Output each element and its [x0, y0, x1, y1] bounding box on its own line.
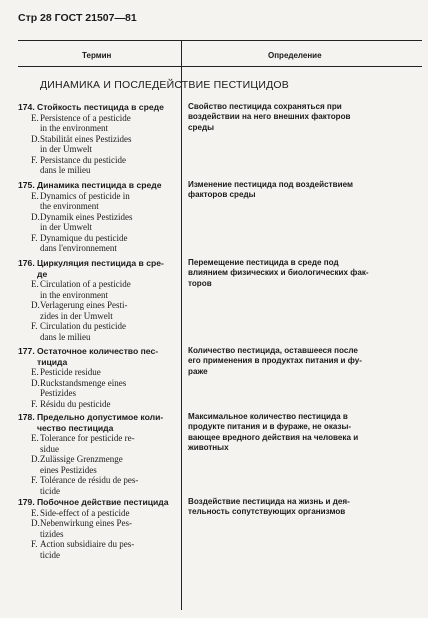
term-entry [18, 258, 176, 342]
table-top-rule [18, 40, 422, 41]
translation-line [18, 321, 176, 332]
language-code: E. [31, 367, 39, 377]
translation-line [18, 454, 176, 465]
term-entry [18, 346, 176, 409]
translation-line [18, 300, 176, 311]
translation-text: Zulässige Grenzmenge [40, 454, 123, 464]
translation-text: the environment [40, 201, 99, 211]
translation-text: Ruckstandsmenge eines [40, 377, 127, 388]
definition-line: Свойство пестицида сохраняться при [188, 102, 342, 111]
translation-line [18, 529, 176, 540]
translation-text: Tolerance for pesticide re- [40, 433, 135, 443]
translation-text: Circulation du pesticide [40, 321, 126, 331]
translation-text: Dynamique du pesticide [40, 232, 128, 243]
section-title: ДИНАМИКА И ПОСЛЕДЕЙСТВИЕ ПЕСТИЦИДОВ [40, 79, 290, 91]
term-line [18, 497, 176, 508]
language-code: E. [31, 433, 39, 443]
term-line [18, 412, 176, 423]
term-line [18, 180, 176, 191]
term-entry [18, 180, 176, 254]
language-code: F. [31, 154, 38, 165]
translation-line [18, 222, 176, 233]
definition-line: торов [188, 278, 212, 288]
translation-text: Persistence of a pesticide [40, 112, 131, 123]
translation-line [18, 332, 176, 343]
column-divider [181, 40, 182, 610]
translation-text: Tolérance de résidu de pes- [40, 475, 139, 485]
translation-line [18, 233, 176, 244]
definition-line: Изменение пестицида под воздействием [188, 180, 353, 189]
translation-line [18, 279, 176, 290]
translation-line [18, 367, 176, 378]
translation-text: dans l'environnement [40, 243, 117, 253]
language-code: F. [31, 539, 38, 549]
translation-line [18, 465, 176, 476]
translation-text: Persistance du pesticide [40, 154, 126, 165]
term-number: 178. [18, 412, 35, 422]
translation-line [18, 123, 176, 134]
term-text: тицида [37, 356, 68, 367]
definition-line: Количество пестицида, оставшееся после [188, 346, 358, 355]
language-code: F. [31, 398, 38, 409]
definition-line: его применения в продуктах питания и фу- [188, 356, 362, 366]
term-line [18, 258, 176, 269]
term-text: чество пестицида [37, 422, 114, 433]
translation-line [18, 539, 176, 550]
translation-text: dans le milieu [40, 165, 91, 175]
language-code: F. [31, 321, 38, 331]
translation-text: in der Umwelt [40, 222, 92, 232]
translation-text: Pesticide residue [40, 367, 101, 377]
translation-line [18, 212, 176, 223]
translation-line [18, 486, 176, 497]
definition-text [188, 102, 385, 133]
language-code: F. [31, 475, 38, 485]
definition-line: продукте питания и в фураже, не оказы- [188, 422, 352, 432]
term-text: Предельно допустимое коли- [37, 412, 164, 422]
language-code: D. [31, 377, 40, 388]
definition-line: вающее вредного действия на человека и [188, 432, 359, 442]
definition-line: Максимальное количество пестицида в [188, 412, 348, 421]
language-code: D. [31, 211, 40, 222]
translation-line [18, 518, 176, 529]
language-code: E. [31, 190, 39, 201]
translation-text: zides in der Umwelt [40, 310, 113, 321]
translation-line [18, 201, 176, 212]
language-code: E. [31, 112, 39, 123]
term-line [18, 423, 176, 434]
definition-text [188, 180, 385, 201]
translation-line [18, 399, 176, 410]
definition-line: Воздействие пестицида на жизнь и дея- [188, 497, 350, 506]
term-entry [18, 412, 176, 496]
term-line [18, 357, 176, 368]
translation-text: Dynamics of pesticide in [40, 190, 130, 201]
language-code: D. [31, 300, 40, 310]
definition-line: среды [188, 122, 214, 132]
term-number: 177. [18, 346, 35, 356]
language-code: F. [31, 232, 38, 243]
definition-line: тельность сопутствующих организмов [188, 507, 346, 517]
translation-line [18, 134, 176, 145]
translation-line [18, 165, 176, 176]
term-text: Стойкость пестицида в среде [37, 102, 164, 112]
translation-line [18, 113, 176, 124]
term-text: Остаточное количество пес- [37, 346, 159, 356]
language-code: D. [31, 454, 40, 464]
translation-text: in the environment [40, 289, 108, 300]
translation-text: in der Umwelt [40, 144, 92, 154]
translation-line [18, 243, 176, 254]
definition-line: влиянием физических и биологических фак- [188, 268, 369, 278]
term-entry [18, 497, 176, 560]
translation-line [18, 378, 176, 389]
translation-line [18, 444, 176, 455]
language-code: E. [31, 507, 39, 518]
translation-line [18, 388, 176, 399]
definition-line: животных [188, 443, 229, 453]
definition-text [188, 412, 385, 454]
translation-line [18, 191, 176, 202]
translation-text: Résidu du pesticide [40, 398, 111, 409]
term-number: 175. [18, 180, 35, 190]
translation-line [18, 290, 176, 301]
translation-text: sidue [40, 443, 59, 454]
translation-line [18, 144, 176, 155]
term-text: Побочное действие пестицида [37, 497, 169, 507]
translation-text: ticide [40, 485, 60, 496]
language-code: E. [31, 279, 39, 289]
translation-text: Dynamik eines Pestizides [40, 211, 133, 222]
definition-line: воздействии на него внешних факторов [188, 112, 351, 122]
term-text: де [37, 268, 48, 279]
definition-line: факторов среды [188, 190, 256, 200]
definition-text [188, 497, 385, 518]
translation-text: Stabilität eines Pestizides [40, 133, 132, 144]
translation-text: in the environment [40, 123, 108, 133]
term-text: Циркуляция пестицида в сре- [37, 258, 164, 268]
definition-text [188, 258, 385, 289]
translation-text: Pestizides [40, 388, 76, 398]
table-header-bottom-rule [18, 66, 422, 67]
term-text: Динамика пестицида в среде [37, 180, 162, 190]
term-number: 176. [18, 258, 35, 268]
term-number: 179. [18, 497, 35, 507]
translation-line [18, 508, 176, 519]
term-line [18, 102, 176, 113]
definition-line: Перемещение пестицида в среде под [188, 258, 339, 267]
translation-line [18, 155, 176, 166]
translation-line [18, 433, 176, 444]
translation-line [18, 311, 176, 322]
term-line [18, 269, 176, 280]
translation-text: Nebenwirkung eines Pes- [40, 518, 132, 528]
term-line [18, 346, 176, 357]
translation-text: tizides [40, 528, 64, 539]
term-entry [18, 102, 176, 176]
column-header-term: Термин [82, 51, 112, 60]
translation-text: Side-effect of a pesticide [40, 507, 130, 518]
translation-text: Verlagerung eines Pesti- [40, 300, 128, 310]
translation-text: eines Pestizides [40, 464, 97, 475]
definition-line: раже [188, 366, 208, 376]
definition-text [188, 346, 385, 377]
language-code: D. [31, 518, 40, 528]
translation-text: Action subsidiaire du pes- [40, 539, 135, 549]
translation-line [18, 550, 176, 561]
term-number: 174. [18, 102, 35, 112]
language-code: D. [31, 133, 40, 144]
translation-text: dans le milieu [40, 331, 91, 342]
page-header: Стр 28 ГОСТ 21507—81 [18, 12, 137, 24]
translation-line [18, 475, 176, 486]
column-header-definition: Определение [268, 51, 322, 60]
translation-text: ticide [40, 549, 60, 560]
translation-text: Circulation of a pesticide [40, 279, 131, 289]
